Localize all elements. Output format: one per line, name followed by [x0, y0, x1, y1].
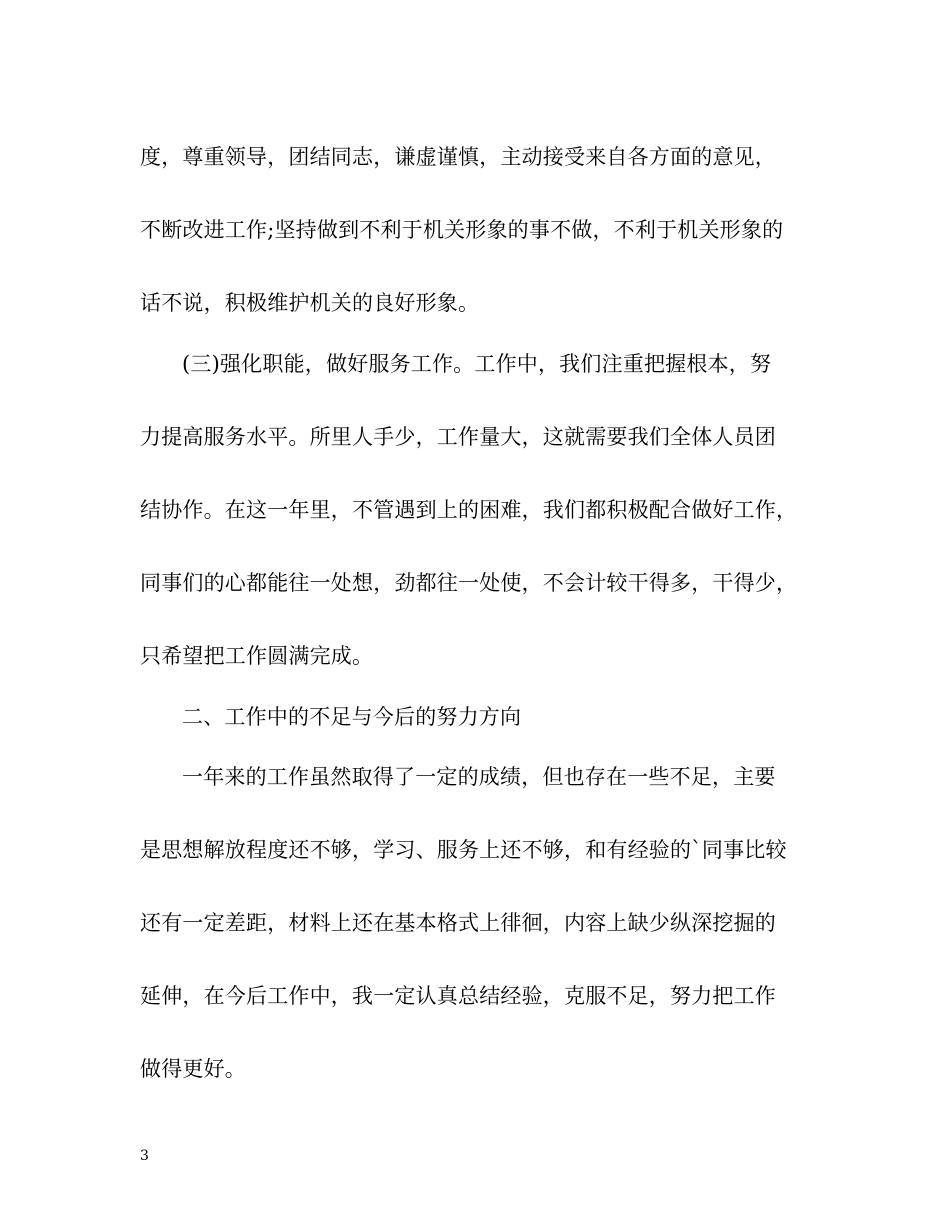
text-line: 只希望把工作圆满完成。: [140, 644, 374, 668]
text-line: 同事们的心都能往一处想，劲都往一处使，不会计较干得多，干得少，: [140, 571, 798, 595]
text-line: 话不说，积极维护机关的良好形象。: [140, 291, 480, 315]
text-line: 是思想解放程度还不够，学习、服务上还不够，和有经验的`同事比较: [140, 838, 787, 862]
text-line: 不断改进工作;坚持做到不利于机关形象的事不做，不利于机关形象的: [140, 218, 784, 242]
text-line: 结协作。在这一年里，不管遇到上的困难，我们都积极配合做好工作，: [140, 498, 798, 522]
text-line: 还有一定差距，材料上还在基本格式上徘徊，内容上缺少纵深挖掘的: [140, 911, 776, 935]
paragraph-start-line: (三)强化职能，做好服务工作。工作中，我们注重把握根本，努: [182, 352, 772, 376]
text-line: 做得更好。: [140, 1057, 246, 1081]
text-line: 度，尊重领导，团结同志，谦虚谨慎，主动接受来自各方面的意见，: [140, 145, 776, 169]
section-heading: 二、工作中的不足与今后的努力方向: [182, 705, 522, 729]
paragraph-start-line: 一年来的工作虽然取得了一定的成绩，但也存在一些不足，主要: [182, 765, 776, 789]
page-number: 3: [140, 1148, 149, 1164]
text-line: 力提高服务水平。所里人手少，工作量大，这就需要我们全体人员团: [140, 425, 776, 449]
text-line: 延伸，在今后工作中，我一定认真总结经验，克服不足，努力把工作: [140, 984, 776, 1008]
